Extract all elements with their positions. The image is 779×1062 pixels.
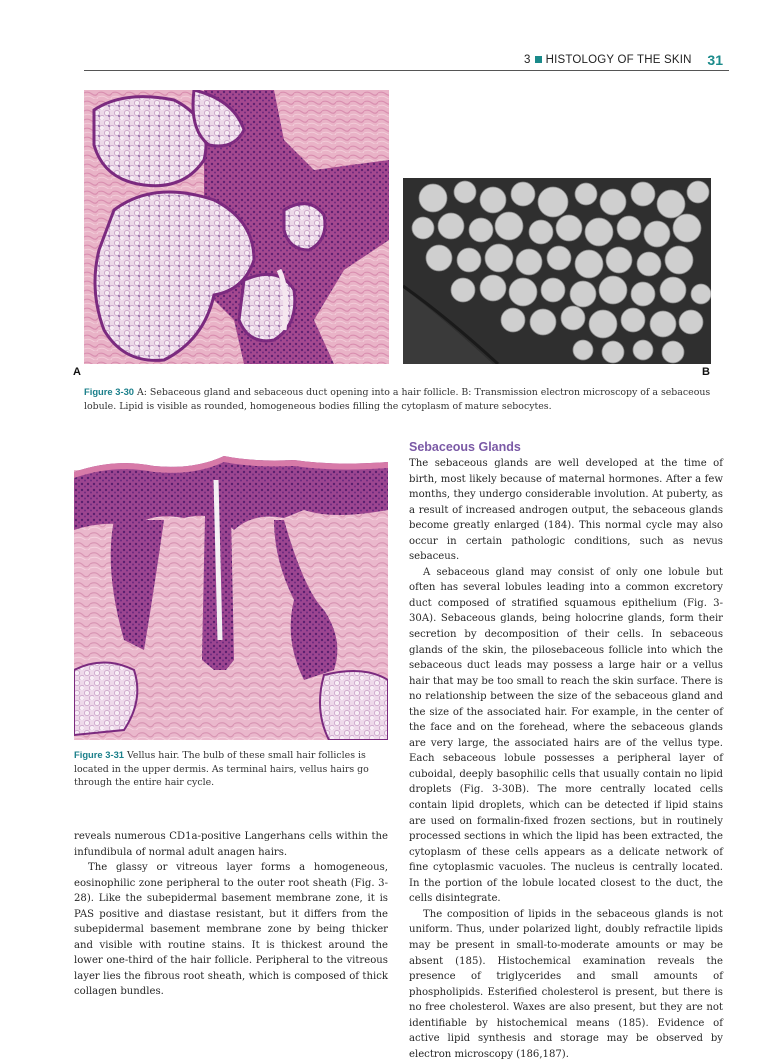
square-bullet-icon — [535, 56, 542, 63]
electron-micrograph-lipid — [403, 178, 711, 364]
figure-3-30a-image — [84, 90, 389, 364]
section-paragraph-2: A sebaceous gland may consist of only one lobule but often has several lobules leading into a common excretory duct composed of stratified squamous epithelium (Fig. 3-30A). Sebaceous glands, being holocrine glands, form their secretion by decomposition of their cells. In sebaceous glands of the skin, the pilosebaceous follicle into which the sebaceous duct leads may possess a large hair or a vellus hair that may be too small to reach the skin surface. There is no relationship between the size of the sebaceous gland and the size of the associated hair. For example, in the center of the face and on the forehead, where the sebaceous glands are very large, the associated hairs are of the vellus type. Each sebaceous lobule possesses a peripheral layer of cuboidal, deeply basophilic cells that usually contain no lipid droplets (Fig. 3-30B). The more centrally located cells contain lipid droplets, which can be detected if lipid stains are used on formalin-fixed frozen sections, but in routinely processed sections in which the lipid has been extracted, the cytoplasm of these cells appears as a delicate network of fine cytoplasmic vacuoles. The nucleus is centrally located. In the portion of the lobule located closest to the duct, the cells disintegrate. — [409, 566, 723, 905]
section-heading: Sebaceous Glands — [409, 440, 521, 454]
sebaceous-gland-micrograph — [84, 90, 389, 364]
left-paragraph-2: The glassy or vitreous layer forms a homogeneous, eosinophilic zone peripheral to the outer root sheath (Fig. 3-28). Like the subepidermal basement membrane zone, it is PAS positive and diastase resistant, but it differs from the subepidermal basement membrane zone by being thicker and visible with routine stains. It is thickest around the lower one-third of the hair follicle. Peripheral to the vitreous layer lies the fibrous root sheath, which is composed of thick collagen bundles. — [74, 862, 388, 998]
figure-label-b: B — [702, 366, 710, 378]
figure-3-30-caption-text: A: Sebaceous gland and sebaceous duct opening into a hair follicle. B: Transmission electron microscopy of a sebaceous lobule. Lipid is visible as rounded, homogeneous bodies filling the cytoplasm of mature sebocytes. — [84, 387, 711, 412]
left-column-text — [74, 829, 388, 1000]
section-paragraph-1: The sebaceous glands are well developed at the time of birth, most likely because of maternal hormones. After a few months, they undergo considerable involution. At puberty, as a result of increased androgen output, the sebaceous glands become greatly enlarged (184). This normal cycle may also occur in certain pathologic conditions, such as nevus sebaceus. — [409, 458, 723, 563]
vellus-hair-micrograph — [74, 440, 388, 740]
figure-3-30b-image — [403, 178, 711, 364]
figure-3-30-caption — [84, 385, 712, 413]
running-header — [84, 52, 729, 70]
left-paragraph-1: reveals numerous CD1a-positive Langerhans cells within the infundibula of normal adult anagen hairs. — [74, 831, 388, 858]
figure-label-a: A — [73, 366, 81, 378]
figure-3-31-caption-text: Vellus hair. The bulb of these small hair follicles is located in the upper dermis. As terminal hairs, vellus hairs go through the entire hair cycle. — [74, 750, 369, 789]
figure-3-31-image — [74, 440, 388, 740]
figure-3-31-caption — [74, 748, 386, 790]
chapter-title — [524, 54, 692, 66]
chapter-number: 3 — [524, 54, 531, 66]
figure-3-31-number: Figure 3-31 — [74, 749, 125, 760]
figure-3-30-number: Figure 3-30 — [84, 386, 135, 397]
header-rule — [84, 70, 729, 71]
right-column-text — [409, 456, 723, 1062]
page-number: 31 — [707, 52, 723, 68]
section-paragraph-3: The composition of lipids in the sebaceous glands is not uniform. Thus, under polarized light, doubly refractile lipids may be present in small-to-moderate amounts or may be absent (185). Histochemical examination reveals the presence of triglycerides and small amounts of phospholipids. Esterified cholesterol is present, but there is no free cholesterol. Waxes are also present, but they are not identifiable by histochemical means (185). Evidence of active lipid synthesis and storage may be observed by electron microscopy (186,187). — [409, 908, 723, 1060]
chapter-name: HISTOLOGY OF THE SKIN — [545, 54, 692, 66]
